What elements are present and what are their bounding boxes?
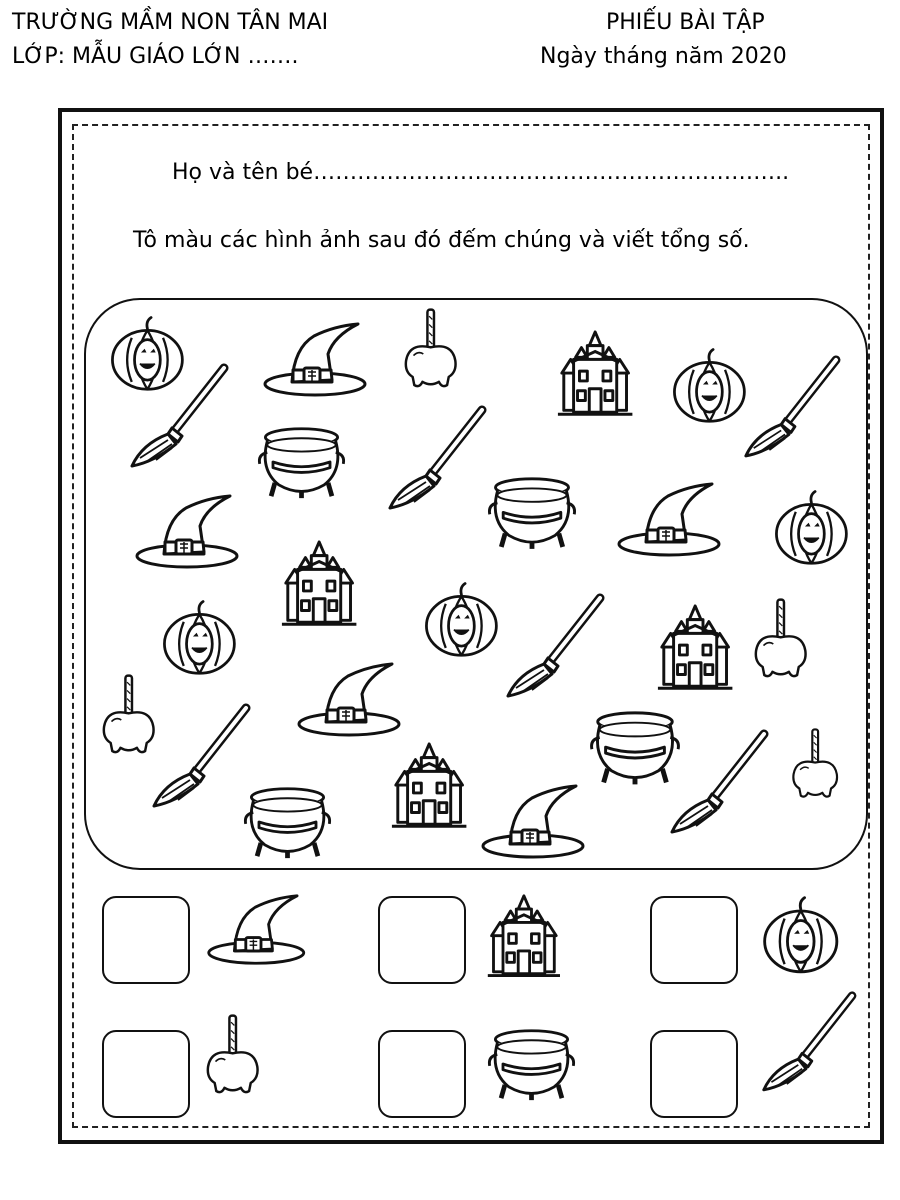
scene-pumpkin-icon[interactable] [668, 344, 751, 427]
scene-broom-icon[interactable] [666, 728, 776, 838]
school-name: TRƯỜNG MẦM NON TÂN MAI [12, 10, 329, 35]
scene-broom-icon[interactable] [126, 362, 236, 472]
scene-haunted-house-icon[interactable] [654, 602, 736, 696]
count-pumpkin-icon [758, 892, 844, 978]
count-witch-hat-icon [204, 892, 309, 968]
count-cauldron-icon [484, 1026, 579, 1102]
scene-candy-apple-icon[interactable] [752, 598, 809, 680]
scene-haunted-house-icon[interactable] [278, 538, 360, 632]
count-candy-apple-icon [204, 1014, 261, 1096]
scene-pumpkin-icon[interactable] [420, 578, 503, 661]
scene-haunted-house-icon[interactable] [554, 328, 636, 422]
scene-haunted-house-icon[interactable] [388, 740, 470, 834]
date-line: Ngày tháng năm 2020 [540, 44, 787, 69]
scene-candy-apple-icon[interactable] [402, 308, 459, 390]
scene-cauldron-icon[interactable] [240, 784, 335, 860]
scene-broom-icon[interactable] [502, 592, 612, 702]
answer-box-cauldron[interactable] [378, 1030, 466, 1118]
header-right [540, 6, 787, 74]
child-name-field[interactable]: Họ và tên bé……………………………………………………….. [172, 160, 790, 185]
count-broom-icon [758, 990, 864, 1096]
instruction-text: Tô màu các hình ảnh sau đó đếm chúng và viết tổng số. [133, 228, 750, 253]
scene-witch-hat-icon[interactable] [614, 480, 724, 560]
scene-witch-hat-icon[interactable] [132, 492, 242, 572]
scene-witch-hat-icon[interactable] [294, 660, 404, 740]
answer-box-broom[interactable] [650, 1030, 738, 1118]
class-label: LỚP: MẪU GIÁO LỚN ……. [12, 44, 299, 69]
scene-pumpkin-icon[interactable] [158, 596, 241, 679]
scene-witch-hat-icon[interactable] [478, 782, 588, 862]
answer-box-candy-apple[interactable] [102, 1030, 190, 1118]
scene-witch-hat-icon[interactable] [260, 320, 370, 400]
count-haunted-house-icon [484, 892, 564, 983]
scene-cauldron-icon[interactable] [484, 474, 580, 551]
sheet-title: PHIẾU BÀI TẬP [606, 10, 765, 35]
scene-candy-apple-icon[interactable] [790, 728, 840, 800]
answer-box-pumpkin[interactable] [650, 896, 738, 984]
scene-broom-icon[interactable] [384, 404, 494, 514]
scene-broom-icon[interactable] [740, 354, 848, 462]
answer-box-witch-hat[interactable] [102, 896, 190, 984]
answer-box-haunted-house[interactable] [378, 896, 466, 984]
header-left [12, 6, 328, 74]
scene-cauldron-icon[interactable] [254, 424, 349, 500]
scene-pumpkin-icon[interactable] [770, 486, 853, 569]
